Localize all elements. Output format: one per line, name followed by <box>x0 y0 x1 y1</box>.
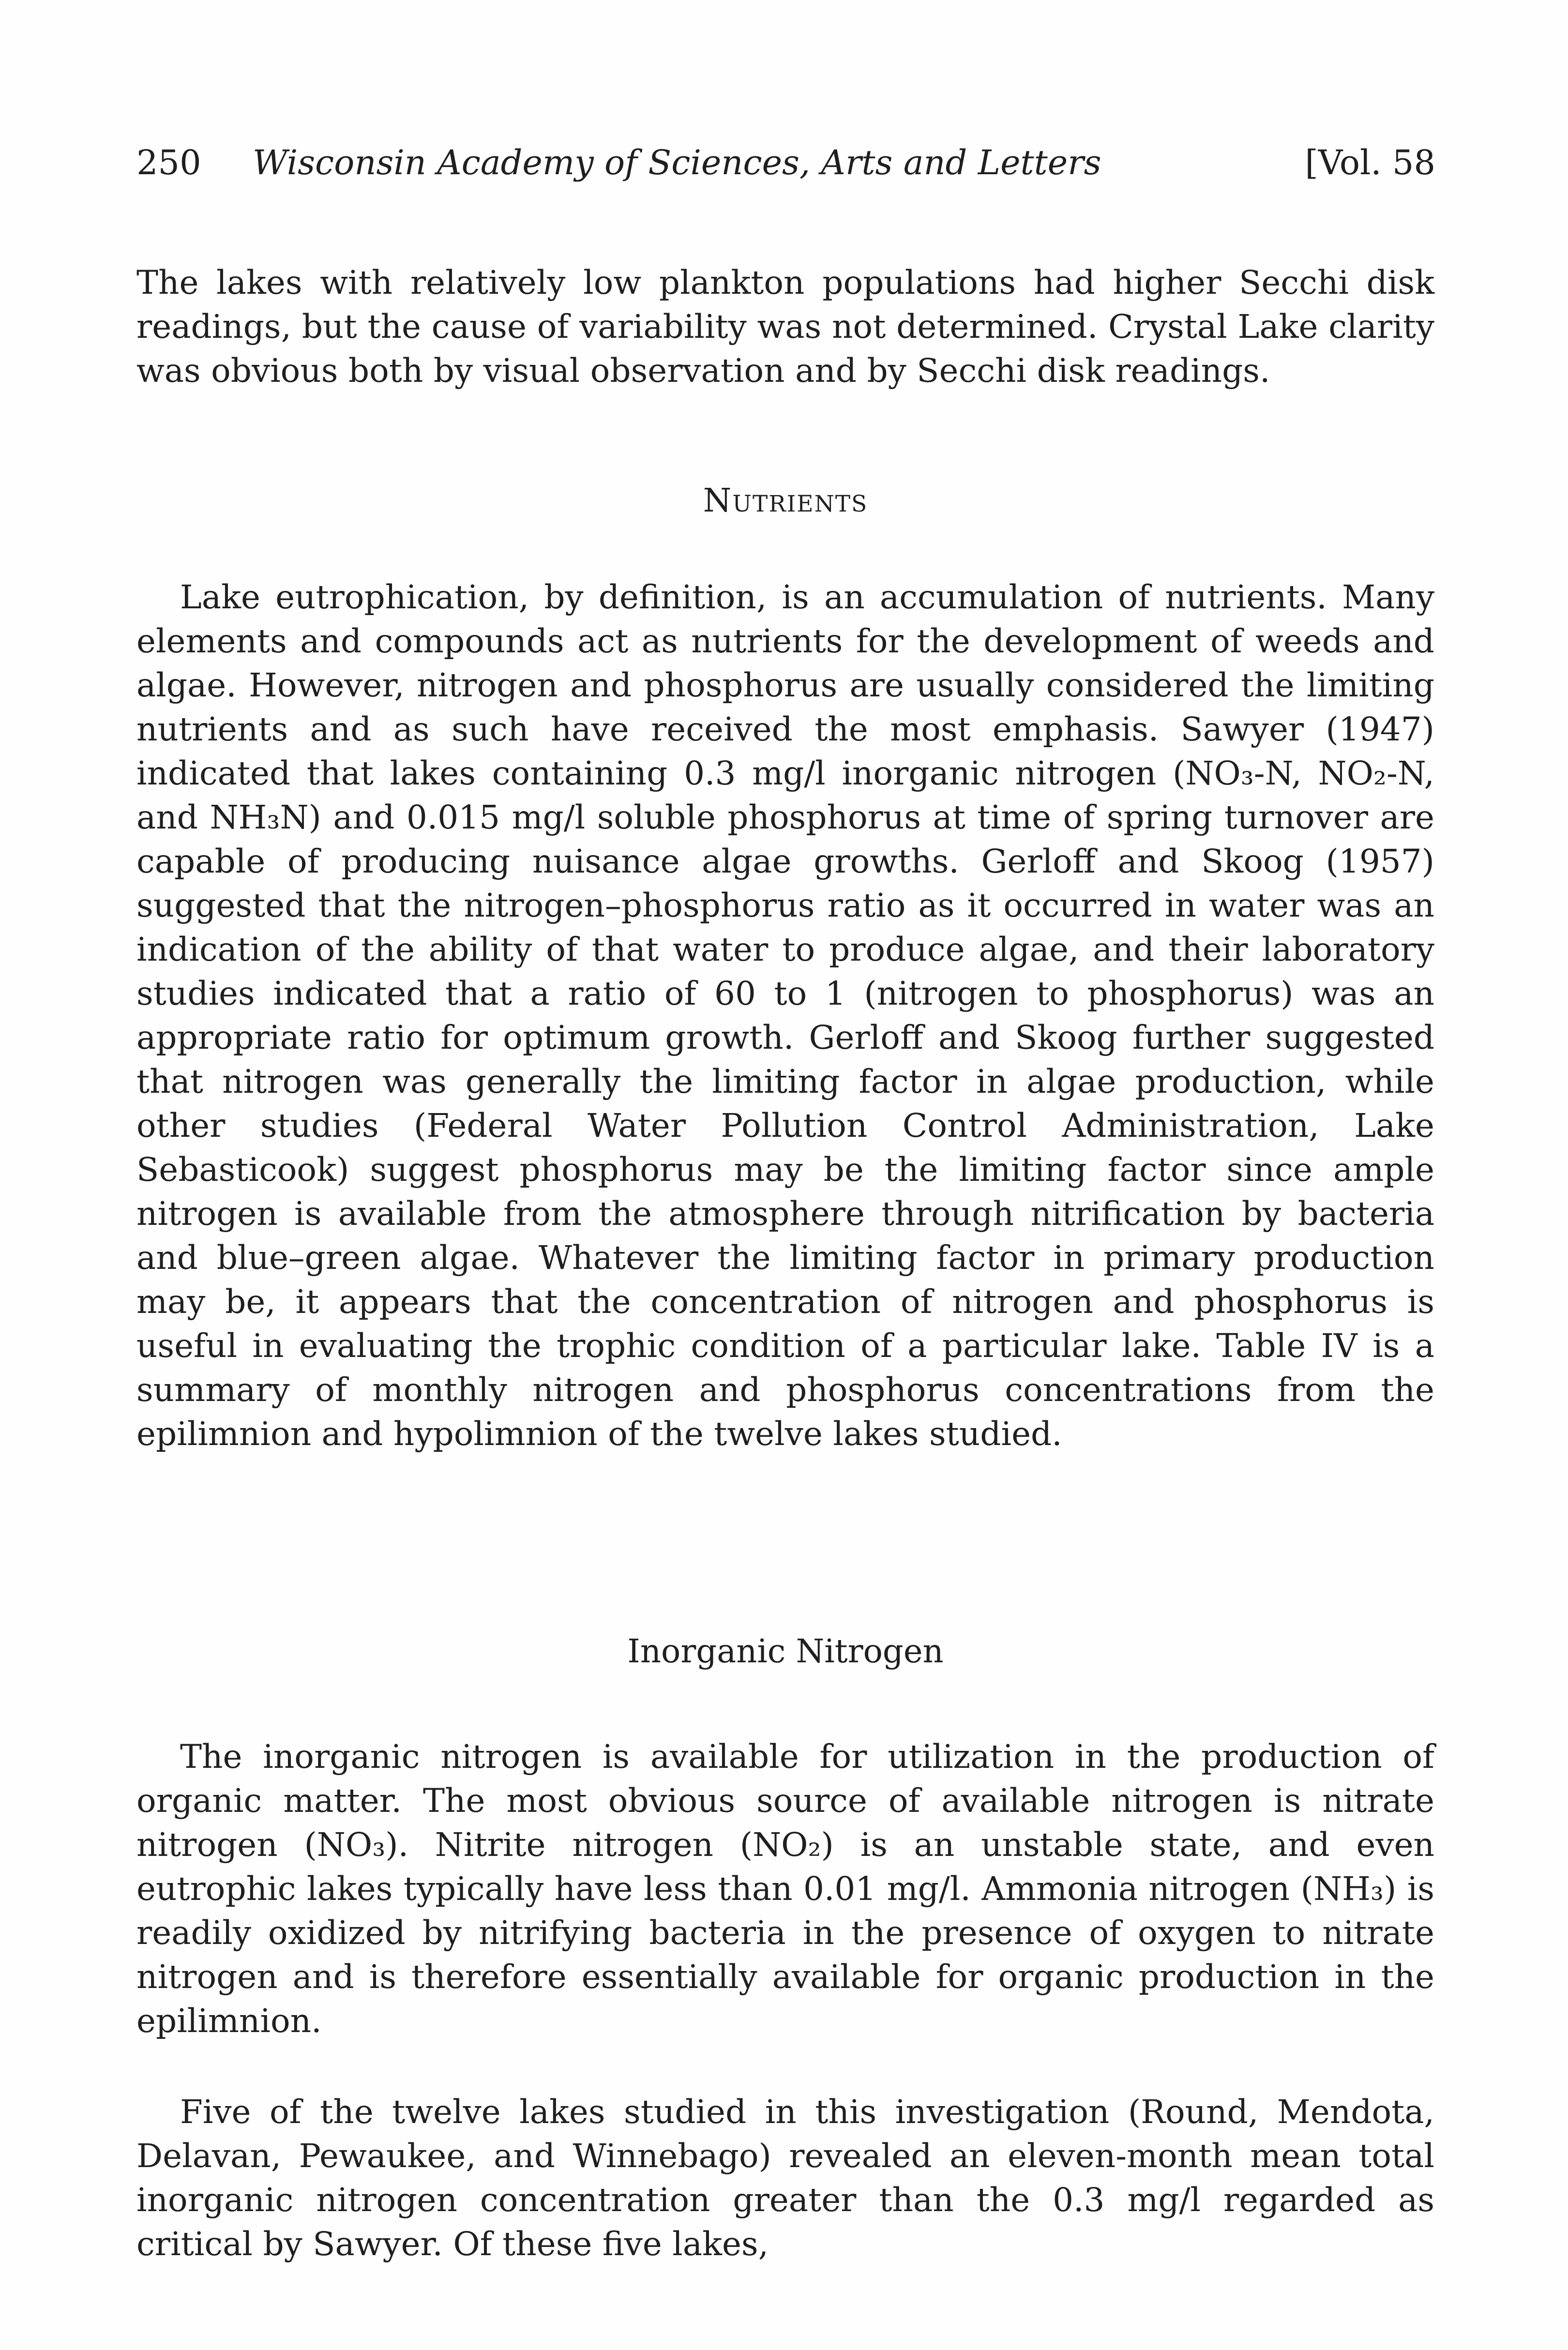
page-number: 250 <box>136 143 201 182</box>
nutrients-paragraph: Lake eutrophication, by definition, is an accumulation of nutrients. Many elements and compounds act as nutrients for the development of weeds and algae. However, nitrogen and phosphorus are usually considered the limiting nutrients and as such have received the most emphasis. Sawyer (1947) indicated that lakes containing 0.3 mg/l inorganic nitrogen (NO₃-N, NO₂-N, and NH₃N) and 0.015 mg/l soluble phosphorus at time of spring turnover are capable of producing nuisance algae growths. Gerloff and Skoog (1957) suggested that the nitrogen–phosphorus ratio as it occurred in water was an indication of the ability of that water to produce algae, and their laboratory studies indicated that a ratio of 60 to 1 (nitrogen to phosphorus) was an appropriate ratio for optimum growth. Gerloff and Skoog further suggested that nitrogen was generally the limiting factor in algae production, while other studies (Federal Water Pollution Control Administration, Lake Sebasticook) suggest phosphorus may be the limiting factor since ample nitrogen is available from the atmosphere through nitrification by bacteria and blue–green algae. Whatever the limiting factor in primary production may be, it appears that the concentration of nitrogen and phosphorus is useful in evaluating the trophic condition of a particular lake. Table IV is a summary of monthly nitrogen and phosphorus concentrations from the epilimnion and hypolimnion of the twelve lakes studied. <box>136 577 1434 1453</box>
nutrients-heading: Nutrients <box>703 482 868 519</box>
inorganic-nitrogen-paragraph: The inorganic nitrogen is available for utilization in the production of organic matter. The most obvious source of available nitrogen is nitrate nitrogen (NO₃). Nitrite nitrogen (NO₂) is an unstable state, and even eutrophic lakes typically have less than 0.01 mg/l. Ammonia nitrogen (NH₃) is readily oxidized by nitrifying bacteria in the presence of oxygen to nitrate nitrogen and is therefore essentially available for organic production in the epilimnion. <box>136 1737 1434 2040</box>
inorganic-nitrogen-heading: Inorganic Nitrogen <box>627 1632 944 1670</box>
five-lakes-paragraph: Five of the twelve lakes studied in this investigation (Round, Mendota, Delavan, Pewaukee, and Winnebago) revealed an eleven-month mean total inorganic nitrogen concentration greater than the 0.3 mg/l regarded as critical by Sawyer. Of these five lakes, <box>136 2092 1434 2263</box>
intro-paragraph: The lakes with relatively low plankton populations had higher Secchi disk readings, but the cause of variability was not determined. Crystal Lake clarity was obvious both by visual observation and by Secchi disk readings. <box>136 263 1434 390</box>
running-header <box>136 134 1435 192</box>
journal-title: Wisconsin Academy of Sciences, Arts and Letters <box>253 143 1101 182</box>
volume-label: [Vol. 58 <box>1305 143 1435 182</box>
